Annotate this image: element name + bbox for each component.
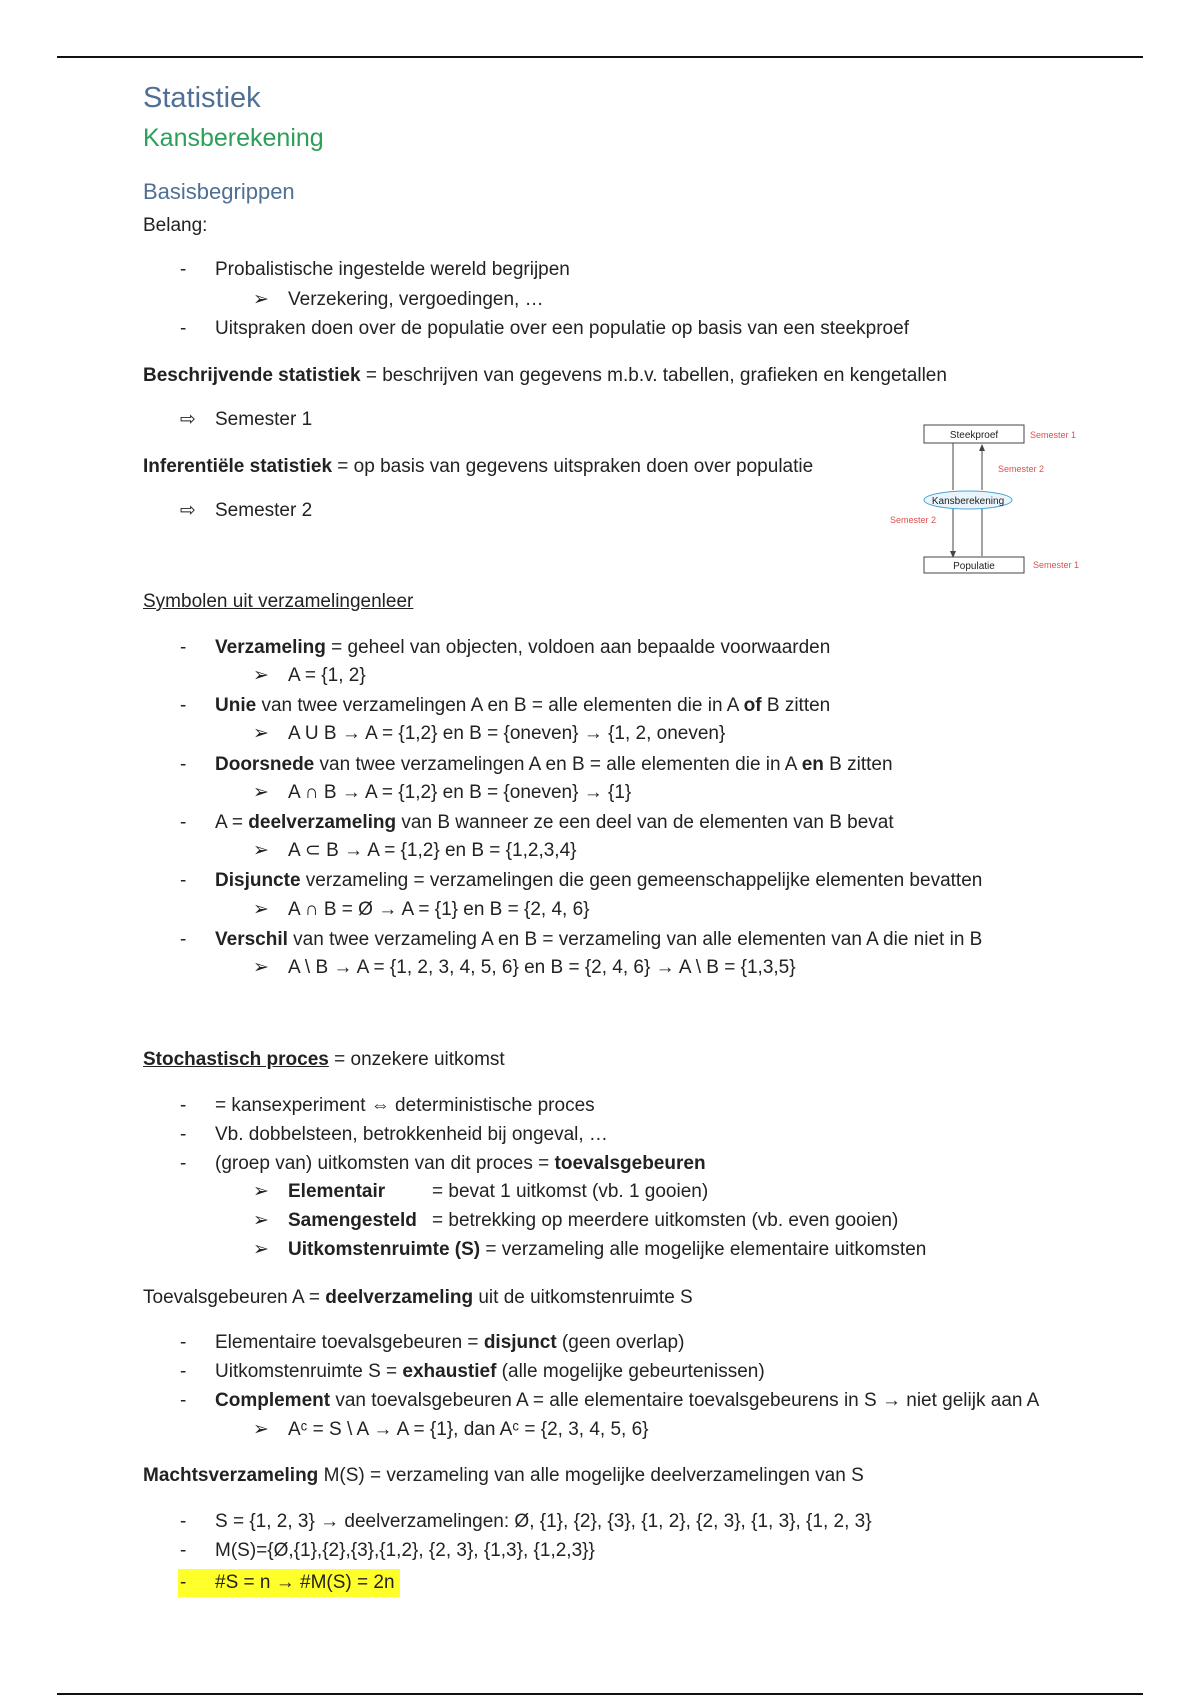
term: deelverzameling xyxy=(325,1287,474,1308)
list-item-term xyxy=(288,1180,385,1204)
list-item xyxy=(288,1238,926,1262)
term: Inferentiële statistiek xyxy=(143,456,333,477)
term: disjunct xyxy=(483,1332,557,1353)
term: Disjuncte xyxy=(215,870,301,891)
prefix: A = xyxy=(215,812,249,833)
prefix: Elementaire toevalsgebeuren = xyxy=(215,1332,484,1353)
definition-inferentiele xyxy=(143,455,813,479)
list-item: = kansexperiment ⇔ deterministische proces xyxy=(215,1095,595,1116)
term: Unie xyxy=(215,695,257,716)
list-item: M(S)={Ø,{1},{2},{3},{1,2}, {2, 3}, {1,3}, {1,2,3}} xyxy=(215,1540,595,1561)
definition: = verzameling alle mogelijke elementaire uitkomsten xyxy=(480,1239,927,1260)
term: Beschrijvende statistiek xyxy=(143,365,361,386)
list-item: S = {1, 2, 3} → deelverzamelingen: Ø, {1}, {2}, {3}, {1, 2}, {2, 3}, {1, 3}, {1, 2, 3} xyxy=(215,1511,872,1532)
prefix: Uitkomstenruimte S = xyxy=(215,1361,403,1382)
definition: van twee verzamelingen A en B = alle elementen die in A xyxy=(256,695,744,716)
list-item xyxy=(215,1360,765,1384)
definition: = beschrijven van gegevens m.b.v. tabellen, grafieken en kengetallen xyxy=(360,365,947,386)
definition-stochastisch xyxy=(143,1048,505,1072)
definition: uit de uitkomstenruimte S xyxy=(473,1287,693,1308)
keyword: en xyxy=(801,754,824,775)
definition: = onzekere uitkomst xyxy=(328,1049,505,1070)
definition: van twee verzameling A en B = verzameling van alle elementen van A die niet in B xyxy=(287,929,983,950)
implies-icon: ⇨ xyxy=(180,409,196,430)
bullet-dash: - xyxy=(180,259,187,280)
list-item: Verzekering, vergoedingen, … xyxy=(288,289,544,310)
term: Stochastisch proces xyxy=(143,1049,329,1070)
arrow-head-up-icon xyxy=(979,444,985,451)
bullet-dash: - xyxy=(180,929,187,950)
list-item xyxy=(215,753,893,777)
semester-2-right-label: Semester 2 xyxy=(998,464,1045,474)
bullet-dash: - xyxy=(180,1332,187,1353)
bullet-dash: - xyxy=(180,637,187,658)
top-rule xyxy=(57,56,1143,58)
belang-label: Belang: xyxy=(143,215,208,236)
example: A U B → A = {1,2} en B = {oneven} → {1, 2, oneven} xyxy=(288,723,726,744)
bullet-arrow-icon: ➢ xyxy=(253,899,269,920)
bullet-dash: - xyxy=(180,1153,187,1174)
bullet-dash: - xyxy=(180,812,187,833)
bullet-dash: - xyxy=(180,1511,187,1532)
list-item xyxy=(215,1331,684,1355)
bullet-dash: - xyxy=(180,318,187,339)
term: deelverzameling xyxy=(248,812,397,833)
definition: van B wanneer ze een deel van de elementen van B bevat xyxy=(396,812,894,833)
bullet-arrow-icon: ➢ xyxy=(253,840,269,861)
list-item xyxy=(215,636,830,660)
list-item: Uitspraken doen over de populatie over een populatie op basis van een steekproef xyxy=(215,318,909,339)
bullet-arrow-icon: ➢ xyxy=(253,1181,269,1202)
definition-toevalsgebeuren xyxy=(143,1286,693,1310)
page-subtitle: Kansberekening xyxy=(143,124,324,152)
bullet-dash: - xyxy=(180,1124,187,1145)
list-item xyxy=(215,869,982,893)
list-item: Vb. dobbelsteen, betrokkenheid bij ongeval, … xyxy=(215,1124,608,1145)
semester-1-bottom-label: Semester 1 xyxy=(1033,560,1080,570)
term: exhaustief xyxy=(402,1361,497,1382)
bullet-dash: - xyxy=(180,1540,187,1561)
definition: (geen overlap) xyxy=(556,1332,685,1353)
highlighted-formula xyxy=(178,1569,400,1597)
kansberekening-label: Kansberekening xyxy=(931,496,1005,507)
term: Verschil xyxy=(215,929,288,950)
term: Machtsverzameling xyxy=(143,1465,319,1486)
example: A ∩ B = Ø → A = {1} en B = {2, 4, 6} xyxy=(288,899,590,920)
semester-label: Semester 2 xyxy=(215,500,313,521)
term: Samengesteld xyxy=(288,1210,417,1231)
bullet-dash: - xyxy=(180,1390,187,1411)
steekproef-label: Steekproef xyxy=(949,430,999,441)
example: A = {1, 2} xyxy=(288,665,366,686)
bullet-dash: - xyxy=(180,695,187,716)
bullet-arrow-icon: ➢ xyxy=(253,665,269,686)
definition: M(S) = verzameling van alle mogelijke deelverzamelingen van S xyxy=(318,1465,864,1486)
term: Verzameling xyxy=(215,637,326,658)
prefix: (groep van) uitkomsten van dit proces = xyxy=(215,1153,555,1174)
list-item: Probalistische ingestelde wereld begrijpen xyxy=(215,259,570,280)
list-item-term xyxy=(288,1209,417,1233)
definition: verzameling = verzamelingen die geen gemeenschappelijke elementen bevatten xyxy=(300,870,983,891)
definition: B zitten xyxy=(761,695,831,716)
definition: = op basis van gegevens uitspraken doen over populatie xyxy=(332,456,814,477)
list-item-definition: = betrekking op meerdere uitkomsten (vb. even gooien) xyxy=(432,1210,899,1231)
definition: (alle mogelijke gebeurtenissen) xyxy=(496,1361,765,1382)
example: Aᶜ = S \ A → A = {1}, dan Aᶜ = {2, 3, 4, 5, 6} xyxy=(288,1419,649,1440)
bullet-arrow-icon: ➢ xyxy=(253,782,269,803)
keyword: of xyxy=(743,695,762,716)
bullet-dash: - xyxy=(180,754,187,775)
bullet-arrow-icon: ➢ xyxy=(253,1239,269,1260)
term: Elementair xyxy=(288,1181,386,1202)
list-item xyxy=(215,694,830,718)
bottom-rule xyxy=(57,1693,1143,1695)
bullet-arrow-icon: ➢ xyxy=(253,957,269,978)
definition-beschrijvende xyxy=(143,364,947,388)
list-item-definition: = bevat 1 uitkomst (vb. 1 gooien) xyxy=(432,1181,709,1202)
bullet-dash: - xyxy=(180,1095,187,1116)
populatie-label: Populatie xyxy=(953,561,995,572)
definition-machtsverzameling xyxy=(143,1464,864,1488)
bullet-dash: - xyxy=(180,1572,187,1593)
example: A ∩ B → A = {1,2} en B = {oneven} → {1} xyxy=(288,782,632,803)
example: A \ B → A = {1, 2, 3, 4, 5, 6} en B = {2, 4, 6} → A \ B = {1,3,5} xyxy=(288,957,796,978)
section-heading: Basisbegrippen xyxy=(143,179,295,204)
example: A ⊂ B → A = {1,2} en B = {1,2,3,4} xyxy=(288,840,577,861)
implies-icon: ⇨ xyxy=(180,500,196,521)
statistics-flow-diagram xyxy=(878,408,1088,588)
bullet-arrow-icon: ➢ xyxy=(253,1419,269,1440)
bullet-arrow-icon: ➢ xyxy=(253,289,269,310)
semester-1-top-label: Semester 1 xyxy=(1030,430,1077,440)
term: Doorsnede xyxy=(215,754,315,775)
definition: B zitten xyxy=(823,754,893,775)
formula-text: #S = n → #M(S) = 2n xyxy=(215,1572,395,1593)
list-item xyxy=(215,1152,706,1176)
bullet-arrow-icon: ➢ xyxy=(253,1210,269,1231)
semester-2-left-label: Semester 2 xyxy=(890,515,937,525)
prefix: Toevalsgebeuren A = xyxy=(143,1287,326,1308)
definition: van twee verzamelingen A en B = alle elementen die in A xyxy=(314,754,802,775)
term: Complement xyxy=(215,1390,331,1411)
bullet-dash: - xyxy=(180,870,187,891)
symbolen-heading: Symbolen uit verzamelingenleer xyxy=(143,591,414,612)
term: toevalsgebeuren xyxy=(554,1153,706,1174)
bullet-arrow-icon: ➢ xyxy=(253,723,269,744)
term: Uitkomstenruimte (S) xyxy=(288,1239,481,1260)
list-item xyxy=(215,811,894,835)
list-item xyxy=(215,1389,1039,1413)
bullet-dash: - xyxy=(180,1361,187,1382)
list-item xyxy=(215,928,982,952)
definition: van toevalsgebeuren A = alle elementaire toevalsgebeurens in S → niet gelijk aan A xyxy=(330,1390,1040,1411)
semester-label: Semester 1 xyxy=(215,409,313,430)
page-title: Statistiek xyxy=(143,82,261,114)
definition: = geheel van objecten, voldoen aan bepaalde voorwaarden xyxy=(325,637,831,658)
